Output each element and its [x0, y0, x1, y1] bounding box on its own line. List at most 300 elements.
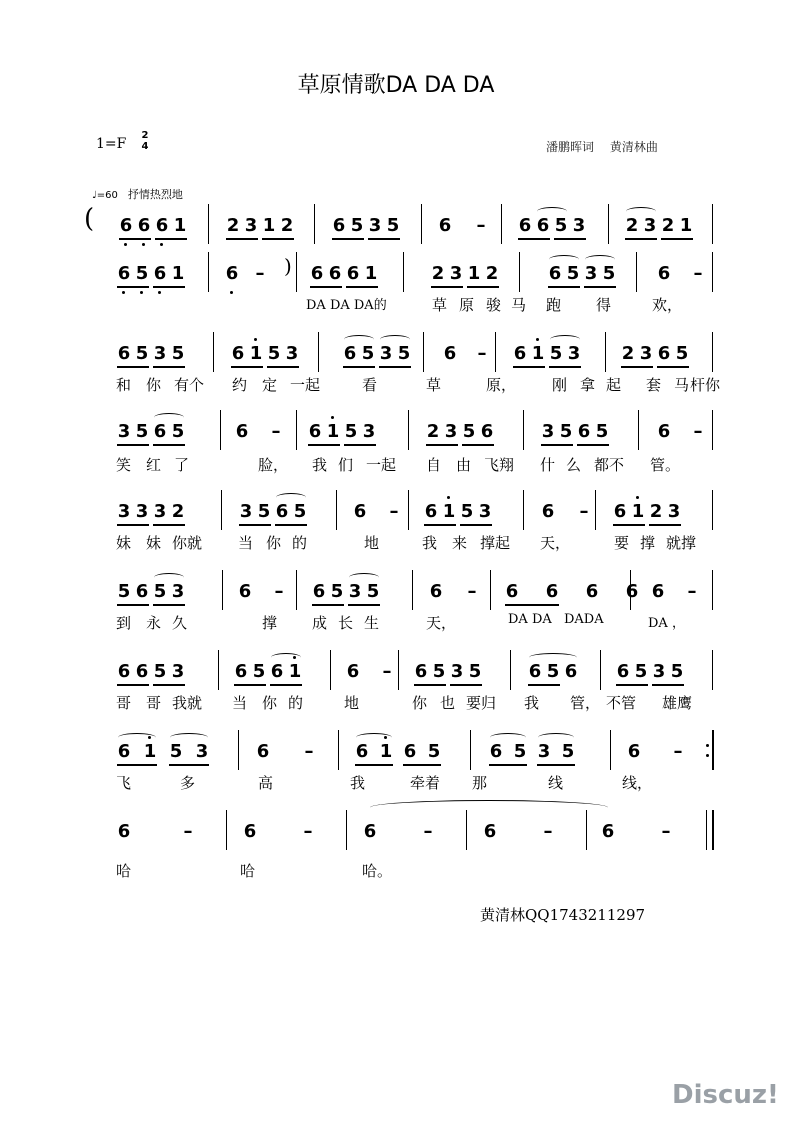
beam-underline [661, 238, 693, 240]
note-digit: 6 [153, 421, 167, 442]
note-digit: 3 [117, 501, 131, 522]
barline [523, 410, 524, 450]
beam-underline [117, 764, 157, 766]
barline [314, 204, 315, 244]
lyric-word: 永 [146, 614, 162, 632]
dash-note: – [476, 215, 486, 236]
lyric-word: 要 [614, 534, 630, 552]
slur-arc [538, 733, 574, 742]
note-digit: 6 [119, 215, 133, 236]
beam-underline [426, 444, 458, 446]
lyric-word: 牵着 [410, 774, 441, 792]
note-digit: 5 [554, 215, 568, 236]
lyric-word: 你 [412, 694, 428, 712]
lyric-word: 久 [172, 614, 188, 632]
barline [712, 204, 713, 244]
note-digit: 5 [546, 661, 560, 682]
lyric-word: 起 [606, 376, 622, 394]
lyric-word: 自 [426, 456, 442, 474]
slur-arc [550, 335, 580, 344]
dash-note: – [389, 501, 399, 522]
barline [226, 810, 227, 850]
note-digit: 3 [348, 581, 362, 602]
lyric-word: 来 [452, 534, 468, 552]
note-digit: 6 [541, 501, 555, 522]
beam-underline [117, 366, 149, 368]
lyric-word: 哥 [146, 694, 162, 712]
note-digit: 6 [234, 661, 248, 682]
key-signature: 1=F [96, 136, 127, 152]
lyric-word: 我 [422, 534, 438, 552]
low-octave-dot [142, 243, 145, 246]
beam-underline [234, 684, 266, 686]
dash-note: – [382, 661, 392, 682]
note-digit: 3 [537, 741, 551, 762]
note-digit: 3 [584, 263, 598, 284]
note-digit: 5 [561, 741, 575, 762]
barline [712, 252, 713, 292]
beam-underline [344, 444, 376, 446]
expression-marking: 抒情热烈地 [127, 188, 183, 201]
lyric-word: 的 [288, 694, 304, 712]
beam-underline [652, 684, 684, 686]
dash-note: – [693, 263, 703, 284]
lyric-word: 地 [344, 694, 360, 712]
lyric-word: 一起 [290, 376, 321, 394]
signature: 黄清林QQ1743211297 [480, 906, 646, 924]
note-digit: 6 [117, 661, 131, 682]
lyric-word: 跑 [546, 296, 562, 314]
lyric-word: 要归 [466, 694, 497, 712]
note-digit: 5 [634, 661, 648, 682]
lyric-word: 不管 [606, 694, 637, 712]
intro-open-paren: ( [84, 204, 95, 234]
barline [605, 332, 606, 372]
note-digit: 3 [117, 421, 131, 442]
lyric-word: 当 [232, 694, 248, 712]
note-digit: 2 [625, 215, 639, 236]
dash-note: – [255, 263, 265, 284]
note-digit: 6 [346, 661, 360, 682]
barline [523, 490, 524, 530]
note-digit: 6 [275, 501, 289, 522]
lyric-word: 撑 [262, 614, 278, 632]
beam-underline [153, 286, 185, 288]
beam-underline [621, 366, 653, 368]
note-digit: 5 [602, 263, 616, 284]
note-digit: 1 [288, 661, 302, 682]
beam-underline [153, 524, 185, 526]
lyric-word: 长 [338, 614, 354, 632]
barline [510, 650, 511, 690]
beam-underline [169, 764, 209, 766]
beam-underline [379, 366, 411, 368]
slur-arc [529, 653, 577, 662]
note-digit: 5 [559, 421, 573, 442]
note-digit: 1 [326, 421, 340, 442]
note-digit: 6 [443, 343, 457, 364]
lyric-line [0, 692, 792, 714]
lyric-word: 我 [524, 694, 540, 712]
slur-arc [344, 335, 374, 344]
barline [501, 204, 502, 244]
lyric-word: 地 [364, 534, 380, 552]
barline [712, 410, 713, 450]
barline [490, 570, 491, 610]
note-digit: 5 [549, 343, 563, 364]
lyric-word: 多 [180, 774, 196, 792]
beam-underline [528, 684, 560, 686]
lyric-word: 得 [596, 296, 612, 314]
barline [208, 252, 209, 292]
barline [398, 650, 399, 690]
note-digit: 6 [403, 741, 417, 762]
lyric-word: 到 [116, 614, 132, 632]
lyric-word: 脸， [258, 456, 289, 474]
beam-underline [431, 286, 463, 288]
note-digit: 3 [567, 343, 581, 364]
final-barline [712, 730, 714, 770]
note-digit: 6 [613, 501, 627, 522]
beam-underline [467, 286, 499, 288]
note-digit: 1 [249, 343, 263, 364]
lyric-word: 骏 [486, 296, 502, 314]
slur-arc [356, 733, 392, 742]
barline [608, 204, 609, 244]
beam-underline [117, 604, 149, 606]
note-digit: 5 [366, 581, 380, 602]
tempo-value: ♩=60 [92, 190, 118, 201]
note-digit: 6 [625, 581, 639, 602]
beam-underline [489, 764, 527, 766]
note-digit: 6 [651, 581, 665, 602]
beam-underline [554, 238, 586, 240]
slur-arc [271, 653, 301, 662]
note-digit: 5 [427, 741, 441, 762]
note-digit: 6 [657, 263, 671, 284]
beam-underline [346, 286, 378, 288]
note-digit: 3 [667, 501, 681, 522]
note-digit: 5 [386, 215, 400, 236]
lyric-word: 飞 [116, 774, 132, 792]
lyric-word: 管。 [650, 456, 681, 474]
note-digit: 6 [346, 263, 360, 284]
note-digit: 5 [350, 215, 364, 236]
note-digit: 5 [153, 661, 167, 682]
beam-underline [460, 524, 492, 526]
note-digit: 6 [616, 661, 630, 682]
note-digit: 3 [449, 263, 463, 284]
barline [296, 410, 297, 450]
repeat-dot [706, 754, 709, 757]
note-digit: 5 [513, 741, 527, 762]
score-line [0, 204, 792, 244]
dash-note: – [661, 821, 671, 842]
note-digit: 5 [468, 661, 482, 682]
note-digit: 5 [595, 421, 609, 442]
barline [296, 252, 297, 292]
note-digit: 6 [117, 821, 131, 842]
note-digit: 5 [267, 343, 281, 364]
note-digit: 6 [332, 215, 346, 236]
slur-arc [154, 413, 184, 422]
lyric-word: 草 [426, 376, 442, 394]
note-digit: 2 [171, 501, 185, 522]
lyric-line [0, 612, 792, 634]
note-digit: 2 [280, 215, 294, 236]
note-digit: 6 [256, 741, 270, 762]
beam-underline [625, 238, 657, 240]
lyric-word: 套 [646, 376, 662, 394]
beam-underline [117, 524, 149, 526]
score-line [0, 490, 792, 530]
note-digit: 3 [285, 343, 299, 364]
beam-underline [239, 524, 271, 526]
note-digit: 5 [675, 343, 689, 364]
note-digit: 2 [485, 263, 499, 284]
note-digit: 6 [270, 661, 284, 682]
lyric-word: DADA [564, 612, 604, 627]
note-digit: 6 [363, 821, 377, 842]
beam-underline [414, 684, 446, 686]
barline [220, 410, 221, 450]
note-digit: 6 [585, 581, 599, 602]
lyric-word: 草 [432, 296, 448, 314]
note-digit: 5 [460, 501, 474, 522]
note-digit: 3 [379, 343, 393, 364]
beam-underline [153, 684, 185, 686]
note-digit: 1 [143, 741, 157, 762]
note-digit: 6 [308, 421, 322, 442]
note-digit: 1 [173, 215, 187, 236]
note-digit: 6 [489, 741, 503, 762]
slur-arc [626, 207, 656, 216]
beam-underline [117, 286, 149, 288]
note-digit: 2 [226, 215, 240, 236]
lyric-word: 成 [312, 614, 328, 632]
note-digit: 3 [572, 215, 586, 236]
beam-underline [153, 366, 185, 368]
barline [421, 204, 422, 244]
lyric-word: 撑 [640, 534, 656, 552]
lyric-word: DA DA [508, 612, 552, 627]
note-digit: 6 [310, 263, 324, 284]
note-digit: 6 [355, 741, 369, 762]
lyric-word: 我就 [172, 694, 203, 712]
slur-arc [349, 573, 379, 582]
note-digit: 6 [424, 501, 438, 522]
lyric-word: 天， [540, 534, 571, 552]
beam-underline [505, 604, 559, 606]
barline [636, 252, 637, 292]
note-digit: 6 [513, 343, 527, 364]
low-octave-dot [160, 243, 163, 246]
barline [338, 730, 339, 770]
beam-underline [267, 366, 299, 368]
lyric-word: 马 [674, 376, 690, 394]
barline [595, 490, 596, 530]
time-signature [138, 130, 152, 152]
note-digit: 3 [244, 215, 258, 236]
note-digit: 6 [328, 263, 342, 284]
lyric-word: 哥 [116, 694, 132, 712]
note-digit: 6 [243, 821, 257, 842]
note-digit: 6 [343, 343, 357, 364]
note-digit: 6 [483, 821, 497, 842]
dash-note: – [693, 421, 703, 442]
note-digit: 2 [431, 263, 445, 284]
slur-arc [585, 255, 615, 264]
note-digit: 6 [528, 661, 542, 682]
beam-underline [450, 684, 482, 686]
barline [318, 332, 319, 372]
barline [495, 332, 496, 372]
note-digit: 3 [135, 501, 149, 522]
note-digit: 1 [679, 215, 693, 236]
note-digit: 6 [536, 215, 550, 236]
lyric-word: 你 [266, 534, 282, 552]
note-digit: 5 [462, 421, 476, 442]
beam-underline [518, 238, 550, 240]
note-digit: 5 [257, 501, 271, 522]
note-digit: 6 [137, 215, 151, 236]
note-digit: 3 [450, 661, 464, 682]
note-digit: 5 [330, 581, 344, 602]
note-digit: 6 [353, 501, 367, 522]
slur-arc [537, 207, 567, 216]
barline [412, 570, 413, 610]
barline [466, 810, 467, 850]
note-digit: 5 [361, 343, 375, 364]
lyric-line [0, 772, 792, 794]
lyric-word: 线 [548, 774, 564, 792]
barline [221, 490, 222, 530]
barline [346, 810, 347, 850]
lyric-word: 原， [486, 376, 517, 394]
note-digit: 6 [564, 661, 578, 682]
note-digit: 5 [171, 421, 185, 442]
barline [208, 204, 209, 244]
lyric-word: 你 [146, 376, 162, 394]
lyric-line [0, 454, 792, 476]
note-digit: 1 [379, 741, 393, 762]
barline [610, 730, 611, 770]
barline [712, 650, 713, 690]
beam-underline [657, 366, 689, 368]
beam-underline [613, 524, 645, 526]
note-digit: 5 [135, 421, 149, 442]
high-octave-dot [254, 338, 257, 341]
dash-note: – [687, 581, 697, 602]
dash-note: – [467, 581, 477, 602]
note-digit: 5 [432, 661, 446, 682]
beam-underline [537, 764, 575, 766]
note-digit: 3 [153, 343, 167, 364]
beam-underline [310, 286, 342, 288]
lyric-word: 那 [472, 774, 488, 792]
beam-underline [403, 764, 441, 766]
lyric-word: 刚 [552, 376, 568, 394]
note-digit: 5 [670, 661, 684, 682]
lyric-word: 定 [262, 376, 278, 394]
beam-underline [343, 366, 375, 368]
lyric-line [0, 860, 792, 882]
dash-note: – [304, 741, 314, 762]
score-line [0, 730, 792, 770]
beam-underline [548, 286, 580, 288]
score-line [0, 410, 792, 450]
lyric-word: 当 [238, 534, 254, 552]
lyric-word: 红 [146, 456, 162, 474]
high-octave-dot [447, 496, 450, 499]
lyric-word: 哈 [240, 862, 256, 880]
lyric-word: 你 [262, 694, 278, 712]
barline [638, 410, 639, 450]
note-digit: 5 [293, 501, 307, 522]
dash-note: – [423, 821, 433, 842]
lyric-word: 笑 [116, 456, 132, 474]
note-digit: 6 [135, 661, 149, 682]
note-digit: 6 [429, 581, 443, 602]
note-digit: 6 [153, 263, 167, 284]
note-digit: 6 [577, 421, 591, 442]
lyric-word: 飞翔 [484, 456, 515, 474]
lyric-word: 原 [459, 296, 475, 314]
beam-underline [308, 444, 340, 446]
slur-arc [276, 493, 306, 502]
note-digit: 6 [235, 421, 249, 442]
note-digit: 5 [135, 343, 149, 364]
barline [408, 410, 409, 450]
beam-underline [117, 684, 149, 686]
note-digit: 6 [117, 263, 131, 284]
song-title: 草原情歌DA DA DA [297, 73, 495, 98]
barline [218, 650, 219, 690]
barline [706, 810, 707, 850]
note-digit: 2 [661, 215, 675, 236]
note-digit: 6 [657, 421, 671, 442]
beam-underline [424, 524, 456, 526]
lyric-word: 妹 [116, 534, 132, 552]
lyric-word: 约 [232, 376, 248, 394]
note-digit: 6 [438, 215, 452, 236]
lyric-word: 我 [312, 456, 328, 474]
lyric-word: 哈 [116, 862, 132, 880]
beam-underline [312, 604, 344, 606]
lyric-word: 高 [258, 774, 274, 792]
slur-arc [170, 733, 208, 742]
time-signature-top: 2 [141, 130, 149, 141]
tie-arc [370, 800, 608, 815]
barline [600, 650, 601, 690]
beam-underline [462, 444, 494, 446]
lyric-word: 你就 [172, 534, 203, 552]
score-line [0, 810, 792, 850]
note-digit: 5 [566, 263, 580, 284]
beam-underline [541, 444, 573, 446]
lyric-word: 拿 [580, 376, 596, 394]
barline [712, 570, 713, 610]
note-digit: 6 [312, 581, 326, 602]
note-digit: 6 [505, 581, 519, 602]
note-digit: 1 [171, 263, 185, 284]
note-digit: 6 [231, 343, 245, 364]
barline [408, 490, 409, 530]
beam-underline [348, 604, 380, 606]
note-digit: 5 [135, 263, 149, 284]
lyric-word: 由 [456, 456, 472, 474]
note-digit: 6 [117, 343, 131, 364]
